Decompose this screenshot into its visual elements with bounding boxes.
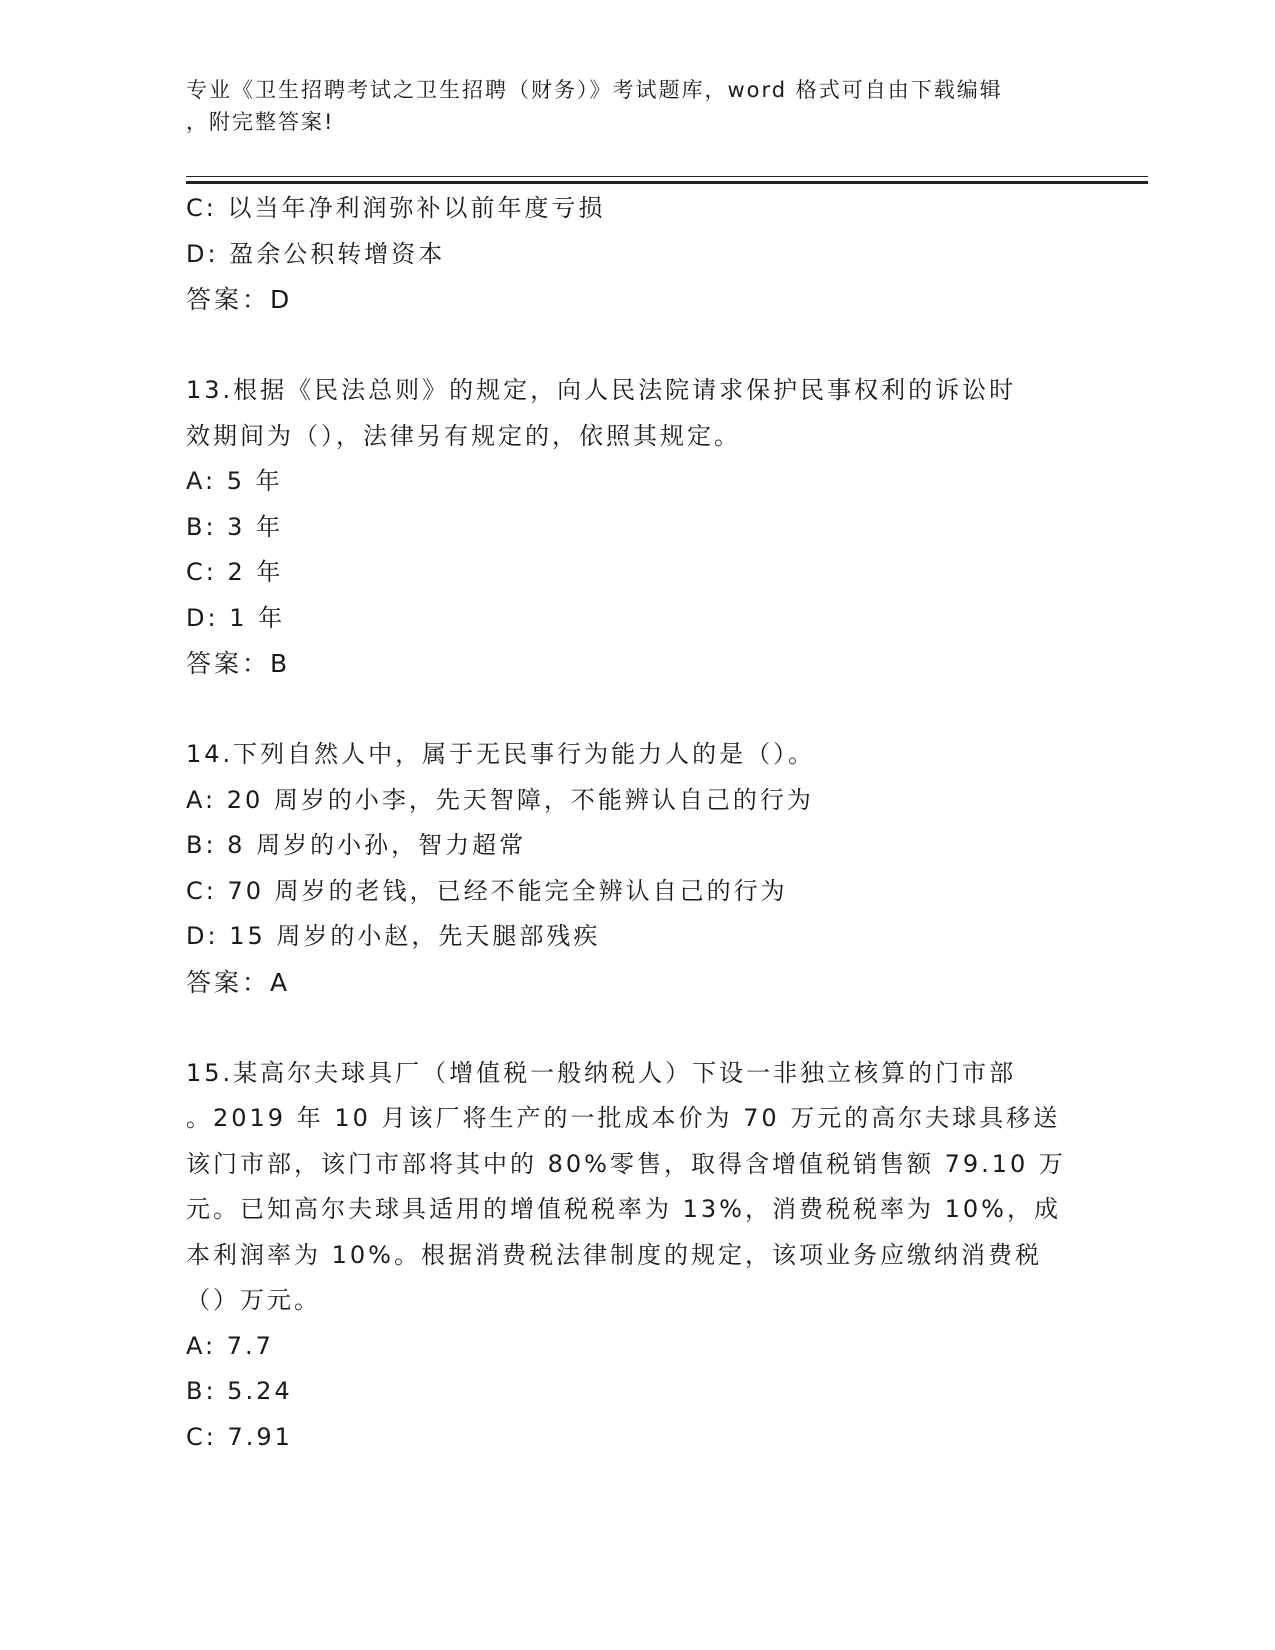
option-b: B: 3 年 [186, 512, 284, 541]
question-12-continued [186, 186, 1086, 323]
question-stem-line: 效期间为（），法律另有规定的，依照其规定。 [186, 421, 741, 450]
answer-line: 答案：B [186, 649, 291, 678]
option-a: A: 7.7 [186, 1331, 274, 1360]
question-stem-line: 本利润率为 10%。根据消费税法律制度的规定，该项业务应缴纳消费税 [186, 1240, 1042, 1269]
option-d: D: 15 周岁的小赵，先天腿部残疾 [186, 922, 601, 950]
document-header [186, 74, 1066, 138]
question-14 [186, 732, 1086, 1005]
option-c: C: 2 年 [186, 558, 284, 586]
header-rule-thick [186, 181, 1148, 184]
option-b: B: 8 周岁的小孙，智力超常 [186, 831, 527, 859]
question-stem-line: 元。已知高尔夫球具适用的增值税税率为 13%，消费税税率为 10%，成 [186, 1195, 1061, 1223]
question-stem-line: （）万元。 [186, 1286, 321, 1314]
option-b: B: 5.24 [186, 1377, 293, 1405]
question-13 [186, 368, 1086, 687]
question-list [186, 186, 1086, 1460]
header-rule-thin [186, 176, 1148, 177]
option-c: C: 7.91 [186, 1422, 293, 1451]
question-stem-line: 14.下列自然人中，属于无民事行为能力人的是（）。 [186, 740, 816, 768]
question-stem-line: 15.某高尔夫球具厂（增值税一般纳税人）下设一非独立核算的门市部 [186, 1058, 1017, 1087]
question-stem-line: 。2019 年 10 月该厂将生产的一批成本价为 70 万元的高尔夫球具移送 [186, 1104, 1061, 1132]
answer-line: 答案：D [186, 285, 293, 314]
question-stem-line: 该门市部，该门市部将其中的 80%零售，取得含增值税销售额 79.10 万 [186, 1149, 1066, 1178]
option-d: D: 1 年 [186, 603, 286, 632]
answer-line: 答案：A [186, 967, 291, 997]
option-c: C: 70 周岁的老钱，已经不能完全辨认自己的行为 [186, 876, 788, 905]
header-line-2: ，附完整答案! [186, 110, 335, 134]
option-d: D: 盈余公积转增资本 [186, 239, 446, 268]
option-a: A: 5 年 [186, 467, 283, 495]
header-line-1: 专业《卫生招聘考试之卫生招聘（财务）》考试题库，word 格式可自由下载编辑 [186, 78, 1003, 102]
question-stem-line: 13.根据《民法总则》的规定，向人民法院请求保护民事权利的诉讼时 [186, 376, 1017, 404]
question-15 [186, 1051, 1086, 1461]
option-c: C: 以当年净利润弥补以前年度亏损 [186, 194, 606, 222]
option-a: A: 20 周岁的小李，先天智障，不能辨认自己的行为 [186, 785, 814, 814]
